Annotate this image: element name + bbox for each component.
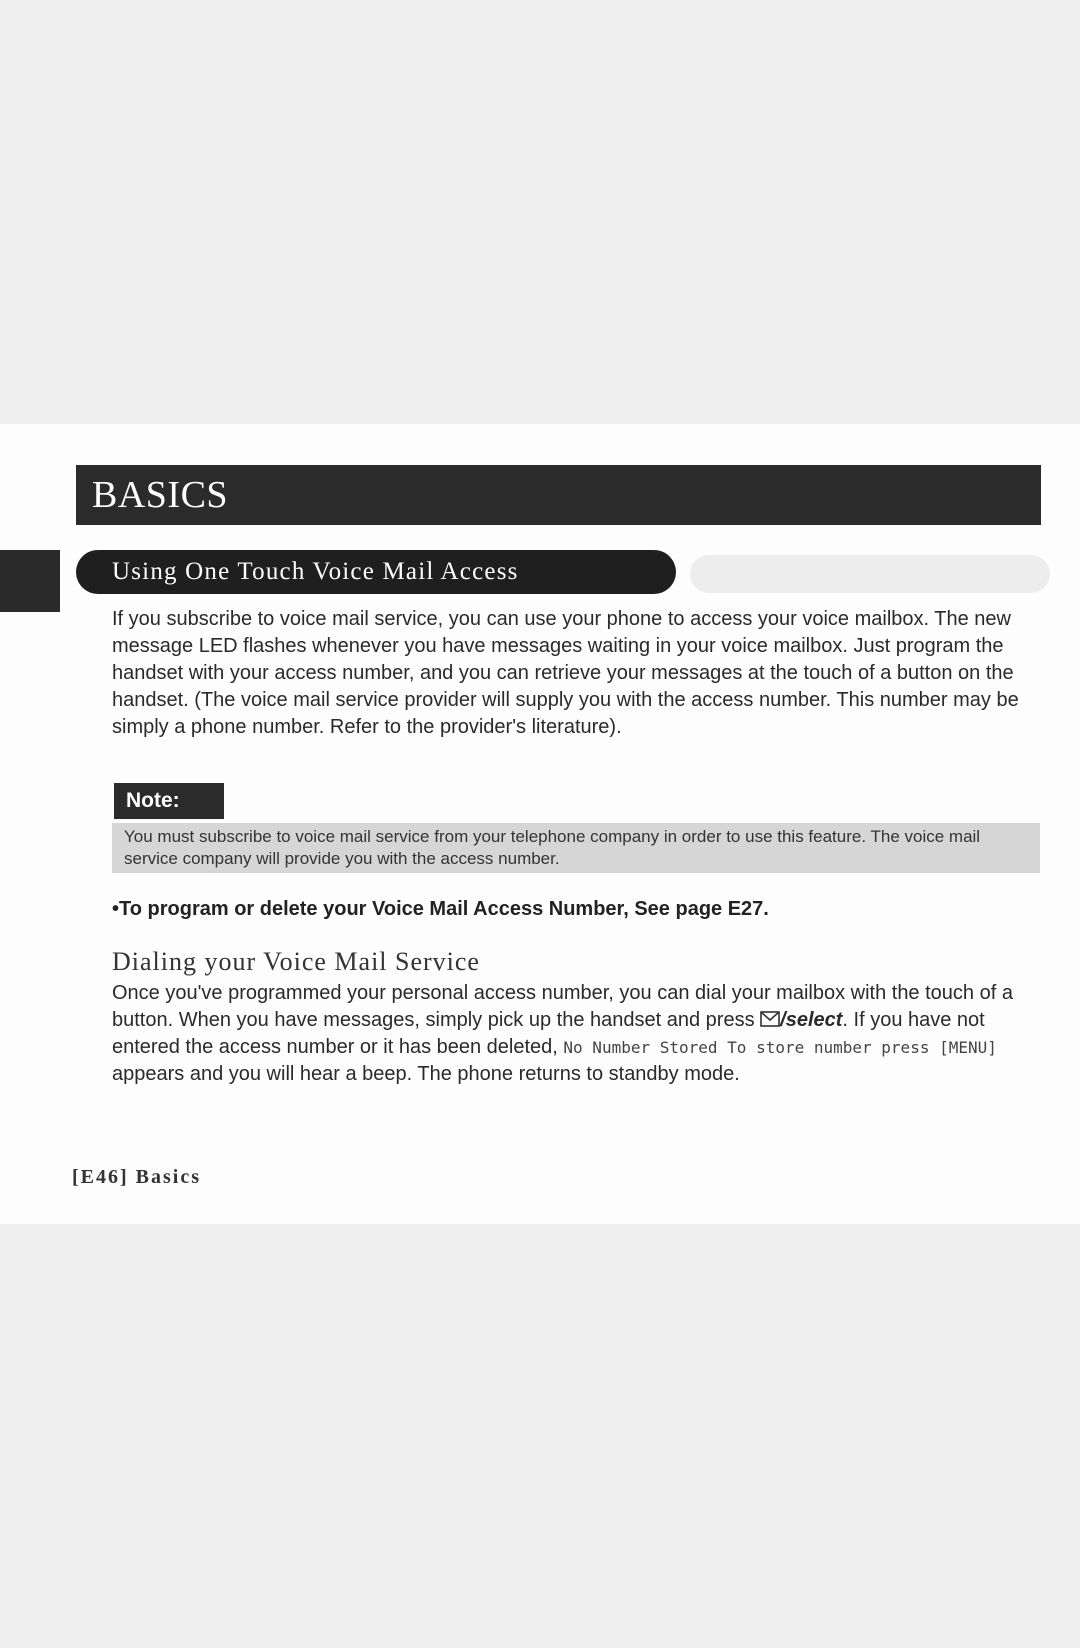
page-footer: [E46] Basics [72, 1166, 201, 1188]
section-edge-tab [0, 550, 60, 612]
select-key-label: /select [780, 1009, 843, 1031]
subsection-title: Using One Touch Voice Mail Access [76, 550, 676, 594]
lcd-message: No Number Stored To store number press [MENU] [563, 1038, 997, 1057]
dialing-heading: Dialing your Voice Mail Service [112, 947, 480, 976]
dialing-paragraph [112, 980, 1037, 1088]
envelope-icon [760, 1008, 780, 1024]
dialing-text-middle: . If you have not entered the access number or it has been deleted, [112, 1009, 985, 1058]
note-box: You must subscribe to voice mail service from your telephone company in order to use this feature. The voice mail service company will provide you with the access number. [112, 823, 1040, 873]
section-title: BASICS [76, 465, 1041, 525]
dialing-text-before: Once you've programmed your personal access number, you can dial your mailbox with the touch of a button. When you have messages, simply pick up the handset and press [112, 982, 1013, 1031]
program-reference: •To program or delete your Voice Mail Access Number, See page E27. [112, 898, 769, 920]
intro-paragraph: If you subscribe to voice mail service, you can use your phone to access your voice mailbox. The new message LED flashes whenever you have messages waiting in your voice mailbox. Just program the handset with your access number, and you can retrieve your messages at the touch of a button on the handset. (The voice mail service provider will supply you with the access number. This number may be simply a phone number. Refer to the provider's literature). [112, 608, 1019, 738]
note-label: Note: [114, 783, 224, 819]
show-through-shadow [690, 555, 1050, 593]
dialing-text-after: appears and you will hear a beep. The phone returns to standby mode. [112, 1063, 740, 1085]
